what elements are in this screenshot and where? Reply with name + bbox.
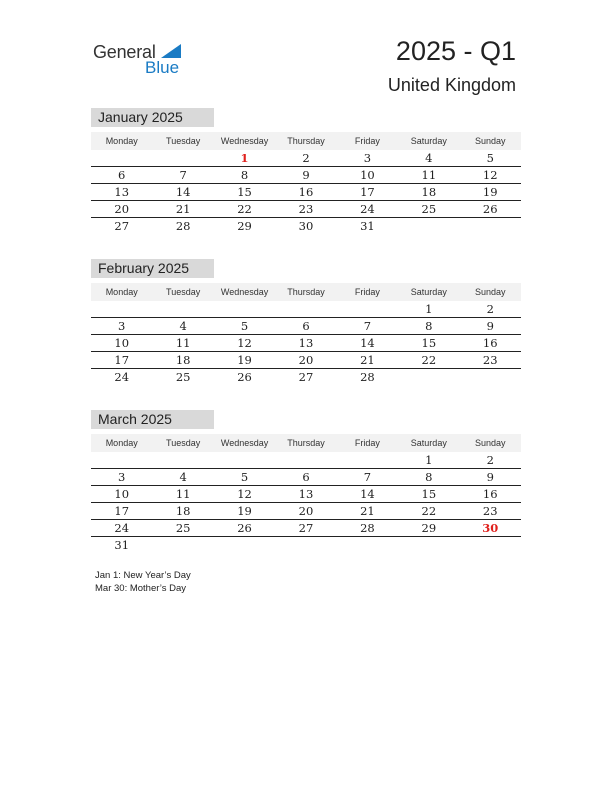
week-row xyxy=(91,318,521,335)
date-cell: 3 xyxy=(118,319,126,333)
date-cell: 25 xyxy=(421,202,437,216)
date-cell: 20 xyxy=(298,504,314,518)
date-cell: 19 xyxy=(237,353,252,367)
date-cell: 19 xyxy=(237,504,252,518)
date-cell xyxy=(152,452,213,468)
date-cell: 19 xyxy=(482,185,498,199)
page-title: 2025 - Q1 xyxy=(395,36,516,66)
week-row xyxy=(91,150,521,167)
week-row xyxy=(91,167,521,184)
date-cell: 5 xyxy=(240,470,249,484)
date-cell: 28 xyxy=(175,219,191,233)
weekday-label: Monday xyxy=(105,287,138,297)
weekday-label: Monday xyxy=(105,438,138,448)
month-block xyxy=(91,259,521,385)
date-cell xyxy=(214,537,275,553)
date-cell xyxy=(214,301,275,317)
week-row xyxy=(91,218,521,234)
date-cell xyxy=(91,150,152,166)
weekday-label: Monday xyxy=(105,136,138,146)
date-cell: 2 xyxy=(486,453,494,467)
generalblue-logo xyxy=(93,40,193,80)
week-row xyxy=(91,335,521,352)
date-cell: 16 xyxy=(482,336,498,350)
date-cell: 13 xyxy=(114,185,130,199)
date-cell: 26 xyxy=(237,370,252,384)
week-row xyxy=(91,503,521,520)
date-cell: 20 xyxy=(298,353,314,367)
date-cell xyxy=(152,301,213,317)
date-cell: 24 xyxy=(360,202,375,216)
date-cell: 18 xyxy=(175,353,191,367)
week-row xyxy=(91,184,521,201)
date-cell: 15 xyxy=(421,487,437,501)
date-cell: 12 xyxy=(237,336,252,350)
date-cell: 18 xyxy=(421,185,437,199)
weekday-label: Thursday xyxy=(287,136,325,146)
date-cell: 27 xyxy=(114,219,130,233)
date-cell: 25 xyxy=(175,370,191,384)
date-cell xyxy=(91,452,152,468)
date-cell xyxy=(398,218,459,234)
date-cell: 11 xyxy=(421,168,437,182)
date-cell: 10 xyxy=(360,168,375,182)
date-cell: 22 xyxy=(421,353,437,367)
date-cell: 1 xyxy=(425,302,433,316)
date-cell: 28 xyxy=(360,370,375,384)
date-cell: 22 xyxy=(421,504,437,518)
date-cell: 23 xyxy=(482,353,498,367)
weekday-label: Sunday xyxy=(474,287,506,297)
weekday-label: Saturday xyxy=(410,287,447,297)
month-block xyxy=(91,410,521,553)
logo-blue-text: Blue xyxy=(145,58,180,77)
week-row xyxy=(91,537,521,553)
weekday-header-row xyxy=(91,132,521,150)
weekday-label: Sunday xyxy=(474,438,506,448)
holiday-date-cell: 1 xyxy=(240,151,249,165)
date-cell: 26 xyxy=(482,202,498,216)
date-cell: 14 xyxy=(360,487,375,501)
date-cell: 14 xyxy=(175,185,191,199)
weekday-label: Tuesday xyxy=(166,287,201,297)
date-cell xyxy=(460,369,521,385)
date-cell: 6 xyxy=(118,168,126,182)
date-cell: 16 xyxy=(482,487,498,501)
date-cell: 3 xyxy=(363,151,372,165)
date-cell: 12 xyxy=(237,487,252,501)
date-cell: 9 xyxy=(486,470,494,484)
date-cell: 21 xyxy=(360,504,375,518)
date-cell: 20 xyxy=(114,202,130,216)
date-cell xyxy=(152,537,213,553)
date-cell: 28 xyxy=(360,521,375,535)
date-cell: 26 xyxy=(237,521,252,535)
date-cell: 15 xyxy=(237,185,252,199)
weekday-header-row xyxy=(91,434,521,452)
date-cell: 2 xyxy=(302,151,310,165)
week-row xyxy=(91,469,521,486)
month-block xyxy=(91,108,521,234)
date-cell xyxy=(337,452,398,468)
date-cell: 8 xyxy=(425,319,433,333)
date-cell: 13 xyxy=(298,336,314,350)
date-cell: 23 xyxy=(298,202,314,216)
weekday-label: Tuesday xyxy=(166,438,201,448)
weekday-label: Friday xyxy=(354,438,380,448)
date-cell: 4 xyxy=(179,470,187,484)
date-cell: 9 xyxy=(486,319,494,333)
date-cell xyxy=(337,301,398,317)
date-cell: 12 xyxy=(482,168,498,182)
date-cell: 11 xyxy=(175,487,191,501)
date-cell xyxy=(398,537,459,553)
date-cell xyxy=(460,537,521,553)
weekday-label: Tuesday xyxy=(166,136,201,146)
date-cell: 17 xyxy=(360,185,375,199)
date-cell: 8 xyxy=(240,168,249,182)
date-cell: 9 xyxy=(302,168,310,182)
date-cell xyxy=(337,537,398,553)
date-cell: 13 xyxy=(298,487,314,501)
date-cell: 24 xyxy=(114,521,130,535)
date-cell: 25 xyxy=(175,521,191,535)
week-row xyxy=(91,452,521,469)
date-cell: 14 xyxy=(360,336,375,350)
weekday-label: Wednesday xyxy=(220,287,269,297)
week-row xyxy=(91,369,521,385)
date-cell: 7 xyxy=(179,168,187,182)
date-cell: 31 xyxy=(114,538,130,552)
weekday-label: Thursday xyxy=(287,438,325,448)
month-name: February 2025 xyxy=(91,259,214,278)
date-cell: 4 xyxy=(179,319,187,333)
date-cell: 6 xyxy=(302,319,310,333)
date-cell: 10 xyxy=(114,336,130,350)
date-cell: 7 xyxy=(363,470,372,484)
date-cell: 17 xyxy=(114,504,130,518)
date-cell: 10 xyxy=(114,487,130,501)
date-cell xyxy=(460,218,521,234)
holiday-date-cell: 30 xyxy=(482,521,499,535)
date-cell: 30 xyxy=(298,219,314,233)
weekday-label: Thursday xyxy=(287,287,325,297)
weekday-label: Wednesday xyxy=(220,136,269,146)
date-cell: 24 xyxy=(114,370,130,384)
date-cell: 6 xyxy=(302,470,310,484)
date-cell: 11 xyxy=(175,336,191,350)
date-cell: 3 xyxy=(118,470,126,484)
weekday-label: Friday xyxy=(354,136,380,146)
date-cell: 29 xyxy=(421,521,437,535)
date-cell: 31 xyxy=(360,219,375,233)
date-cell xyxy=(275,301,336,317)
date-cell: 18 xyxy=(175,504,191,518)
weekday-label: Wednesday xyxy=(220,438,269,448)
month-name: March 2025 xyxy=(91,410,214,429)
date-cell: 2 xyxy=(486,302,494,316)
logo-general-text: General xyxy=(93,42,156,62)
date-cell: 5 xyxy=(240,319,249,333)
date-cell: 15 xyxy=(421,336,437,350)
date-cell xyxy=(152,150,213,166)
date-cell xyxy=(91,301,152,317)
week-row xyxy=(91,520,521,537)
country-label: United Kingdom xyxy=(387,75,516,95)
date-cell: 27 xyxy=(298,521,314,535)
weekday-label: Saturday xyxy=(410,438,447,448)
date-cell: 27 xyxy=(298,370,314,384)
month-name: January 2025 xyxy=(91,108,214,127)
weekday-label: Saturday xyxy=(410,136,447,146)
date-cell xyxy=(398,369,459,385)
week-row xyxy=(91,486,521,503)
week-row xyxy=(91,301,521,318)
date-cell: 1 xyxy=(425,453,433,467)
weekday-header-row xyxy=(91,283,521,301)
week-row xyxy=(91,201,521,218)
date-cell xyxy=(275,537,336,553)
date-cell: 17 xyxy=(114,353,130,367)
date-cell: 16 xyxy=(298,185,314,199)
holiday-note: Jan 1: New Year’s Day xyxy=(95,570,191,581)
date-cell xyxy=(214,452,275,468)
weekday-label: Sunday xyxy=(474,136,506,146)
date-cell: 22 xyxy=(237,202,252,216)
week-row xyxy=(91,352,521,369)
date-cell xyxy=(275,452,336,468)
date-cell: 7 xyxy=(363,319,372,333)
date-cell: 23 xyxy=(482,504,498,518)
date-cell: 21 xyxy=(175,202,191,216)
logo-triangle-icon xyxy=(161,44,181,58)
weekday-label: Friday xyxy=(354,287,380,297)
date-cell: 21 xyxy=(360,353,375,367)
date-cell: 5 xyxy=(486,151,494,165)
holiday-notes xyxy=(95,569,191,595)
holiday-note: Mar 30: Mother’s Day xyxy=(95,583,186,594)
date-cell: 8 xyxy=(425,470,433,484)
date-cell: 29 xyxy=(237,219,252,233)
date-cell: 4 xyxy=(425,151,433,165)
